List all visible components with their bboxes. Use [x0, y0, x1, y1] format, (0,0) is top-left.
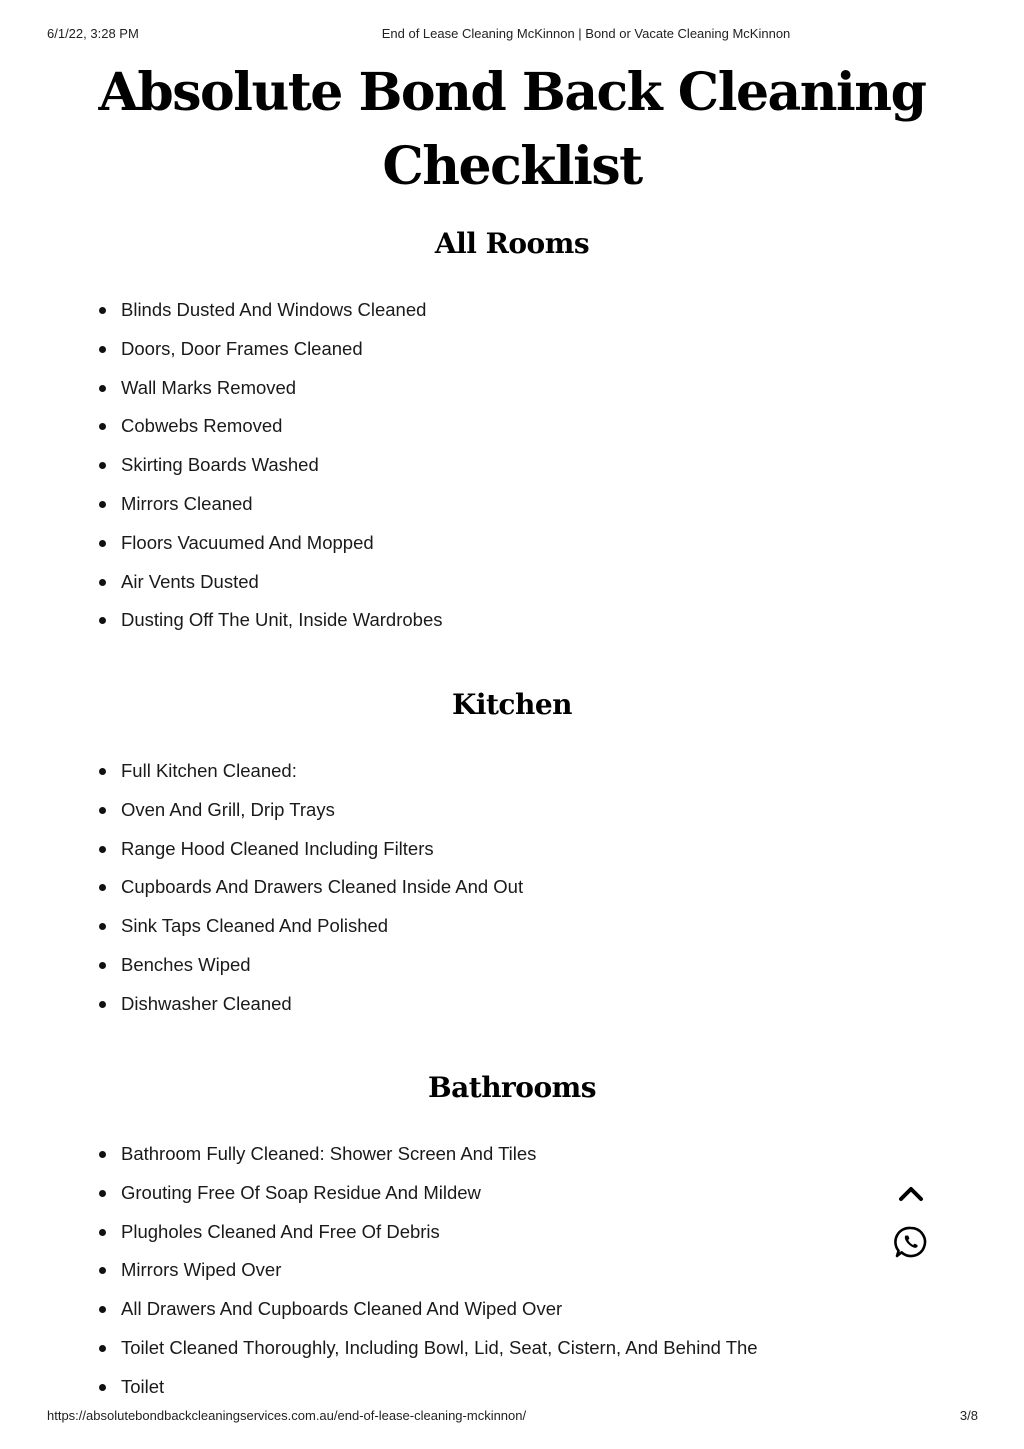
page-number: 3/8: [959, 1408, 978, 1423]
bullet-icon: [99, 1190, 106, 1197]
bullet-icon: [99, 846, 106, 853]
list-item: Air Vents Dusted: [0, 570, 443, 609]
checklist-kitchen: [0, 759, 523, 1031]
list-item: Toilet: [0, 1375, 758, 1414]
list-item: Bathroom Fully Cleaned: Shower Screen And Tiles: [0, 1142, 758, 1181]
whatsapp-icon: [894, 1225, 928, 1259]
list-item: Cobwebs Removed: [0, 414, 443, 453]
bullet-icon: [99, 807, 106, 814]
page-title-line-1: Absolute Bond Back Cleaning: [98, 62, 926, 123]
bullet-icon: [99, 1384, 106, 1391]
list-item: Sink Taps Cleaned And Polished: [0, 914, 523, 953]
bullet-icon: [99, 1151, 106, 1158]
print-footer: [0, 1408, 1024, 1428]
list-item: Grouting Free Of Soap Residue And Mildew: [0, 1181, 758, 1220]
list-item: Oven And Grill, Drip Trays: [0, 798, 523, 837]
bullet-icon: [99, 1229, 106, 1236]
bullet-icon: [99, 346, 106, 353]
page-title-line-2: Checklist: [382, 136, 642, 197]
page-title: [0, 56, 1024, 204]
bullet-icon: [99, 1001, 106, 1008]
bullet-icon: [99, 1345, 106, 1352]
list-item: Mirrors Wiped Over: [0, 1258, 758, 1297]
print-doc-title: End of Lease Cleaning McKinnon | Bond or Vacate Cleaning McKinnon: [381, 26, 791, 41]
print-date: 6/1/22, 3:28 PM: [47, 26, 139, 41]
checklist-all-rooms: [0, 298, 443, 647]
list-item: Dishwasher Cleaned: [0, 992, 523, 1031]
bullet-icon: [99, 962, 106, 969]
list-item: Wall Marks Removed: [0, 376, 443, 415]
section-heading-all-rooms: All Rooms: [434, 227, 590, 260]
chevron-up-icon: [897, 1183, 925, 1203]
bullet-icon: [99, 1267, 106, 1274]
whatsapp-button[interactable]: [893, 1224, 929, 1260]
list-item: Dusting Off The Unit, Inside Wardrobes: [0, 608, 443, 647]
bullet-icon: [99, 540, 106, 547]
print-header: [0, 24, 1024, 44]
list-item: Full Kitchen Cleaned:: [0, 759, 523, 798]
bullet-icon: [99, 1306, 106, 1313]
list-item: Benches Wiped: [0, 953, 523, 992]
section-heading-bathrooms: Bathrooms: [427, 1071, 597, 1104]
bullet-icon: [99, 884, 106, 891]
bullet-icon: [99, 923, 106, 930]
bullet-icon: [99, 501, 106, 508]
bullet-icon: [99, 579, 106, 586]
bullet-icon: [99, 617, 106, 624]
bullet-icon: [99, 385, 106, 392]
bullet-icon: [99, 462, 106, 469]
print-url: https://absolutebondbackcleaningservices.com.au/end-of-lease-cleaning-mckinnon/: [47, 1408, 527, 1423]
checklist-bathrooms: [0, 1142, 758, 1414]
list-item: Mirrors Cleaned: [0, 492, 443, 531]
list-item: Floors Vacuumed And Mopped: [0, 531, 443, 570]
section-heading-kitchen: Kitchen: [452, 688, 572, 721]
list-item: All Drawers And Cupboards Cleaned And Wiped Over: [0, 1297, 758, 1336]
list-item: Cupboards And Drawers Cleaned Inside And Out: [0, 875, 523, 914]
bullet-icon: [99, 768, 106, 775]
bullet-icon: [99, 423, 106, 430]
list-item: Skirting Boards Washed: [0, 453, 443, 492]
list-item: Doors, Door Frames Cleaned: [0, 337, 443, 376]
bullet-icon: [99, 307, 106, 314]
list-item: Range Hood Cleaned Including Filters: [0, 837, 523, 876]
list-item: Toilet Cleaned Thoroughly, Including Bowl, Lid, Seat, Cistern, And Behind The: [0, 1336, 758, 1375]
scroll-to-top-button[interactable]: [893, 1175, 929, 1211]
list-item: Plugholes Cleaned And Free Of Debris: [0, 1220, 758, 1259]
list-item: Blinds Dusted And Windows Cleaned: [0, 298, 443, 337]
